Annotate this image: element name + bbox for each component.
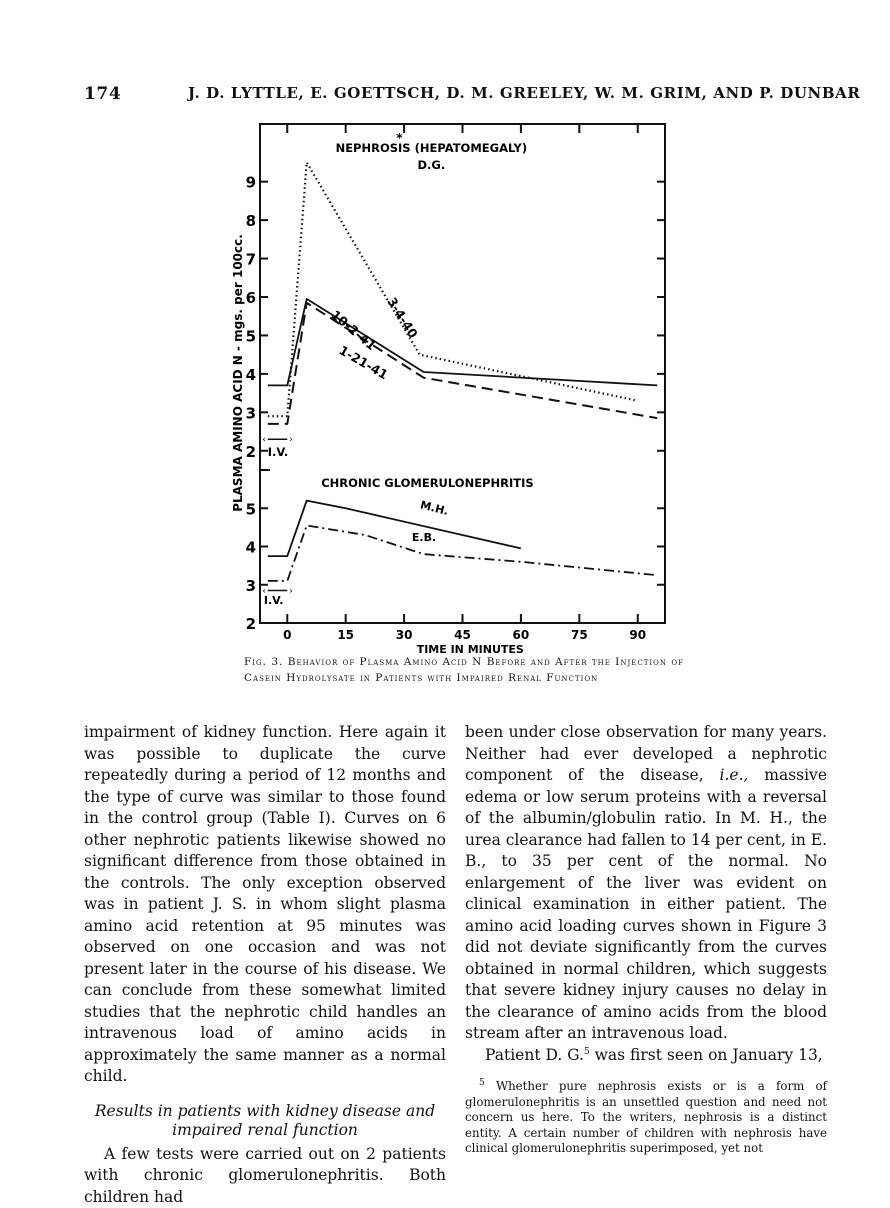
iv-arrow-top-left: ‹ (262, 435, 266, 445)
y-tick-label: 5 (246, 500, 256, 518)
y-tick-label: 7 (246, 251, 256, 269)
series-label-10-2-41: 10-2-41 (328, 307, 379, 353)
y-tick-label: 2 (246, 615, 256, 633)
body-text: massive edema or low serum proteins with a reversal of the albumin/globulin ratio. In M. H., the urea clearance had fallen to 14 per cent, in E. B., to 35 per cent of the normal. No enlargement of the liver was evident on clinical examination in either patient. The amino acid loading curves shown in Figure 3 did not deviate significantly from the curves obtained in normal children, which suggests that severe kidney injury causes no delay in the clearance of amino acids from the blood stream after an intravenous load. (465, 766, 827, 1042)
y-tick-label: 9 (246, 174, 256, 192)
y-tick-label: 4 (246, 539, 256, 557)
x-tick-label: 60 (513, 628, 530, 642)
series-line-nephrosis-10-2-41 (268, 299, 657, 386)
x-tick-label: 45 (454, 628, 471, 642)
iv-label-bottom: I.V. (264, 594, 284, 607)
iv-arrow-bottom-left: ‹ (262, 586, 266, 596)
x-tick-label: 30 (396, 628, 413, 642)
chart-title-top: NEPHROSIS (HEPATOMEGALY) (336, 141, 528, 155)
page-number: 174 (84, 84, 121, 104)
x-axis-title: TIME IN MINUTES (417, 643, 524, 656)
body-paragraph: A few tests were carried out on 2 patients with chronic glomerulonephritis. Both children had (84, 1144, 446, 1208)
series-label-3-4-40: 3-4-40 (384, 294, 421, 341)
body-text: Patient D. G. (485, 1046, 584, 1064)
footnote (465, 1079, 827, 1157)
section-heading: Results in patients with kidney disease and impaired renal function (84, 1102, 446, 1140)
figure-3 (225, 118, 685, 652)
body-paragraph: impairment of kidney function. Here again it was possible to duplicate the curve repeatedly during a period of 12 months and the type of curve was similar to those found in the control group (Table I). Curves on 6 other nephrotic patients likewise showed no significant difference from those obtained in the controls. The only exception observed was in patient J. S. in whom slight plasma amino acid retention at 95 minutes was observed on one occasion and was not present later in the course of his disease. We can conclude from these somewhat limited studies that the nephrotic child handles an intravenous load of amino acids in approximately the same manner as a normal child. (84, 722, 446, 1088)
x-tick-label: 90 (629, 628, 646, 642)
chart-title-bottom: CHRONIC GLOMERULONEPHRITIS (321, 476, 533, 490)
body-paragraph (465, 722, 827, 1045)
series-label-mh: M.H. (419, 498, 450, 518)
running-head: J. D. LYTTLE, E. GOETTSCH, D. M. GREELEY, W. M. GRIM, AND P. DUNBAR (188, 84, 860, 102)
y-axis-title: PLASMA AMINO ACID N - mgs. per 100cc. (231, 234, 245, 512)
x-tick-label: 15 (337, 628, 354, 642)
body-paragraph (465, 1045, 827, 1067)
y-tick-label: 4 (246, 366, 256, 384)
y-tick-label: 3 (246, 577, 256, 595)
right-column (465, 722, 827, 1157)
x-tick-label: 0 (283, 628, 291, 642)
chart-title-mark: * (396, 131, 403, 145)
iv-arrow-bottom-right: › (289, 586, 293, 596)
x-tick-label: 75 (571, 628, 588, 642)
series-line-nephrosis-3-4-40 (268, 162, 638, 416)
figure-caption: Fig. 3. Behavior of Plasma Amino Acid N Before and After the Injection of Casein Hydrolysate in Patients with Impaired Renal Function (244, 655, 684, 686)
series-label-eb: E.B. (412, 531, 436, 544)
footnote-number: 5 (479, 1078, 485, 1088)
body-text: was first seen on January 13, (590, 1046, 823, 1064)
series-line-glomerulonephritis-eb (268, 526, 657, 581)
footnote-reference: 5 (584, 1046, 590, 1056)
left-column (84, 722, 446, 1208)
body-text: been under close observation for many years. Neither had ever developed a nephrotic component of the disease, (465, 723, 827, 784)
iv-arrow-top-right: › (289, 435, 293, 445)
y-tick-label: 8 (246, 212, 256, 230)
iv-label-top: I.V. (268, 445, 288, 459)
y-tick-label: 5 (246, 327, 256, 345)
body-text-italic: i.e., (719, 766, 748, 784)
series-label-1-21-41: 1-21-41 (336, 342, 390, 382)
footnote-text: Whether pure nephrosis exists or is a form of glomerulonephritis is an unsettled question and need not concern us here. To the writers, nephrosis is a distinct entity. A certain number of children with nephrosis have clinical glomerulonephritis superimposed, yet not (465, 1079, 827, 1155)
y-tick-label: 2 (246, 443, 256, 461)
y-tick-label: 3 (246, 404, 256, 422)
chart-title-top-sub: D.G. (417, 158, 445, 172)
y-tick-label: 6 (246, 289, 256, 307)
figure-chart (225, 118, 685, 648)
